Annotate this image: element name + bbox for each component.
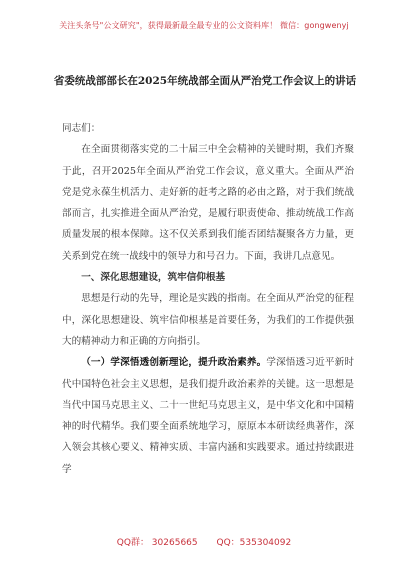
header-banner: 关注头条号"公文研究"，获得最新最全最专业的公文资料库！ 微信：gongwenyj	[59, 21, 349, 30]
document-title: 省委统战部部长在2025年统战部全面从严治党工作会议上的讲话	[53, 75, 357, 87]
subsection-heading-1: （一）学深悟透创新理论，提升政治素养。	[81, 357, 267, 369]
section-heading-1: 一、深化思想建设，筑牢信仰根基	[81, 272, 226, 284]
section-1-paragraph: 思想是行动的先导，理论是实践的指南。在全面从严治党的征程中，深化思想建设、筑牢信仰根基是首要任务，为我们的工作提供强大的精神动力和正确的方向指引。	[62, 293, 354, 347]
salutation: 同志们：	[62, 123, 101, 134]
intro-paragraph: 在全面贯彻落实党的二十届三中全会精神的关键时期，我们齐聚于此，召开2025年全面从严治党工作会议，意义重大。全面从严治党是党永葆生机活力、走好新的赶考之路的必由之路，对于我们统战部而言，扎实推进全面从严治党，是履行职责使命、推动统战工作高质量发展的根本保障。这不仅关系到我们能否团结凝聚各方力量，更关系到党在统一战线中的领导力和号召力。下面，我讲几点意见。	[62, 144, 354, 262]
footer-banner	[0, 535, 408, 548]
subsection-1-text: 学深悟透习近平新时代中国特色社会主义思想，是我们提升政治素养的关键。这一思想是当代中国马克思主义、二十一世纪马克思主义，是中华文化和中国精神的时代精华。我们要全面系统地学习，原原本本研读经典著作，深入领会其核心要义、精神实质、丰富内涵和实践要求。通过持续跟进学	[62, 357, 355, 475]
footer-qq: QQ：535304092	[216, 538, 292, 548]
document-body	[62, 118, 354, 480]
footer-qq-group: QQ群： 30265665	[116, 538, 198, 548]
subsection-1-paragraph	[62, 352, 354, 480]
